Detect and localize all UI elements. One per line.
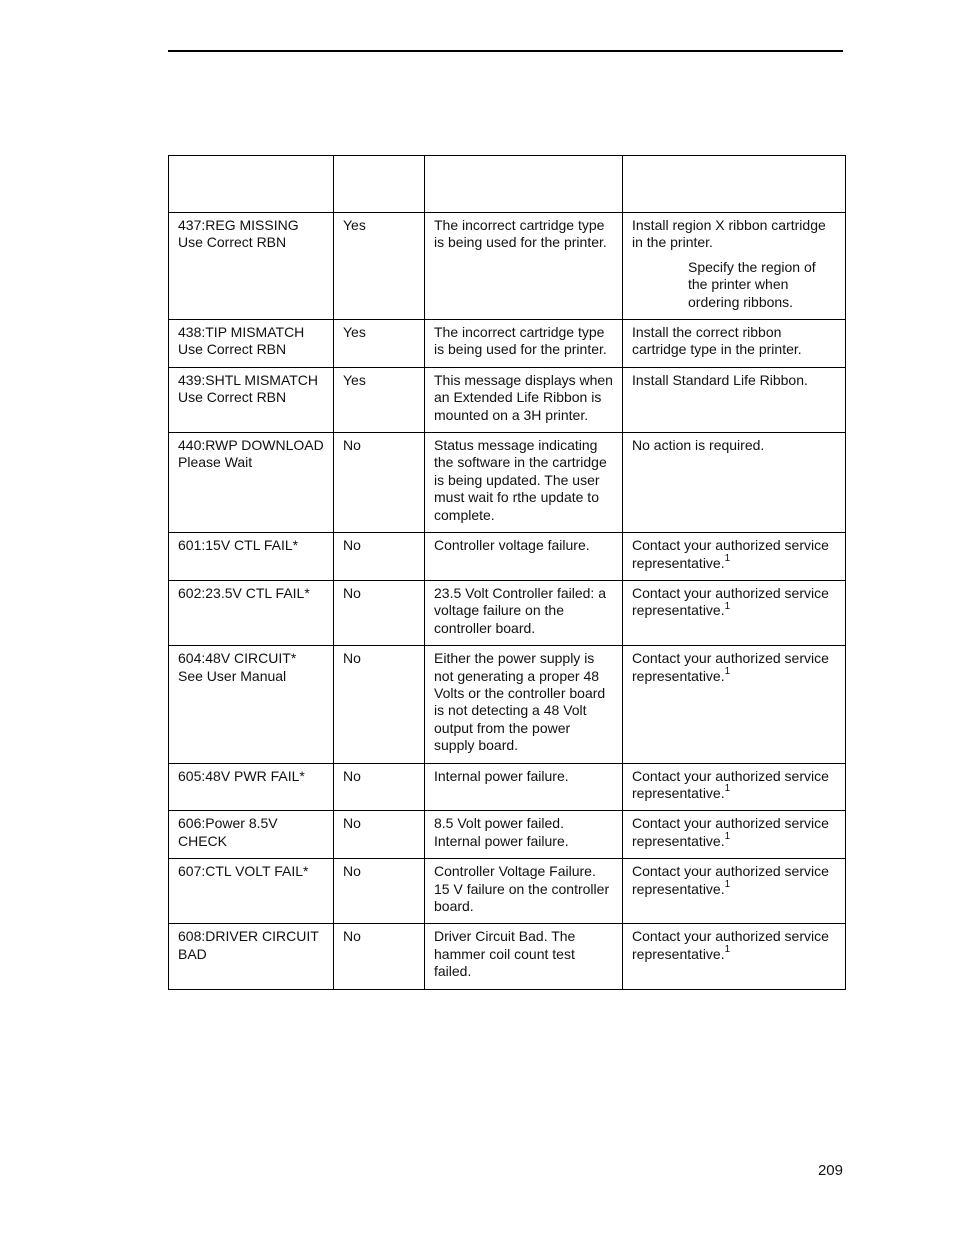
message-line: 601:15V CTL FAIL* xyxy=(178,537,299,554)
table-row xyxy=(169,533,846,581)
solution-text: No action is required. xyxy=(632,437,765,454)
solution-text: Install the correct ribbon cartridge type in the printer. xyxy=(632,324,802,358)
table-row xyxy=(169,213,846,320)
clear-cell: No xyxy=(334,533,425,581)
table-header-row xyxy=(169,156,846,213)
clear-cell: No xyxy=(334,580,425,645)
message-line: BAD xyxy=(178,945,207,962)
header-cell xyxy=(334,156,425,213)
solution-text: Contact your authorized service representative. xyxy=(632,584,829,619)
solution-cell xyxy=(623,433,846,533)
table-row xyxy=(169,811,846,859)
message-cell xyxy=(169,924,334,989)
message-cell xyxy=(169,811,334,859)
error-message-table xyxy=(168,155,846,990)
explanation-cell: Driver Circuit Bad. The hammer coil count test failed. xyxy=(425,924,623,989)
message-line: 605:48V PWR FAIL* xyxy=(178,767,305,784)
message-cell xyxy=(169,580,334,645)
solution-cell xyxy=(623,811,846,859)
explanation-cell: 8.5 Volt power failed. Internal power failure. xyxy=(425,811,623,859)
solution-text: Contact your authorized service representative. xyxy=(632,815,829,849)
footnote-marker: 1 xyxy=(724,831,731,843)
solution-cell xyxy=(623,320,846,368)
message-line: CHECK xyxy=(178,832,228,849)
explanation-cell: Either the power supply is not generating a proper 48 Volts or the controller board is not detecting a 48 Volt output from the power supply board. xyxy=(425,646,623,763)
solution-text: Contact your authorized service representative. xyxy=(632,650,829,684)
message-cell xyxy=(169,367,334,432)
header-cell xyxy=(623,156,846,213)
footnote-marker: 1 xyxy=(724,944,731,956)
footnote-marker: 1 xyxy=(724,600,731,612)
message-line: 604:48V CIRCUIT* xyxy=(178,650,297,667)
solution-cell xyxy=(623,763,846,811)
explanation-cell: Controller voltage failure. xyxy=(425,533,623,581)
explanation-cell: The incorrect cartridge type is being used for the printer. xyxy=(425,213,623,320)
solution-cell xyxy=(623,533,846,581)
header-cell xyxy=(425,156,623,213)
table-row xyxy=(169,924,846,989)
message-line: 606:Power 8.5V xyxy=(178,815,278,832)
table-row xyxy=(169,433,846,533)
message-line: 438:TIP MISMATCH xyxy=(178,324,305,341)
clear-cell: No xyxy=(334,811,425,859)
solution-cell xyxy=(623,213,846,320)
message-line: Please Wait xyxy=(178,454,253,471)
message-line: 440:RWP DOWNLOAD xyxy=(178,437,324,454)
clear-cell: Yes xyxy=(334,213,425,320)
solution-cell xyxy=(623,367,846,432)
header-rule xyxy=(168,50,843,52)
message-cell xyxy=(169,859,334,924)
message-cell xyxy=(169,763,334,811)
page-number: 209 xyxy=(817,1162,843,1179)
solution-cell xyxy=(623,924,846,989)
table-row xyxy=(169,646,846,763)
explanation-cell: The incorrect cartridge type is being used for the printer. xyxy=(425,320,623,368)
message-line: See User Manual xyxy=(178,667,287,684)
table-row xyxy=(169,580,846,645)
message-line: 602:23.5V CTL FAIL* xyxy=(178,584,310,601)
message-cell xyxy=(169,320,334,368)
footnote-marker: 1 xyxy=(724,552,731,564)
solution-text: Contact your authorized service representative. xyxy=(632,928,829,962)
solution-cell xyxy=(623,580,846,645)
message-cell xyxy=(169,533,334,581)
message-line: 439:SHTL MISMATCH xyxy=(178,371,319,388)
message-cell xyxy=(169,433,334,533)
clear-cell: No xyxy=(334,763,425,811)
table-row xyxy=(169,859,846,924)
footnote-marker: 1 xyxy=(724,665,731,677)
message-line: Use Correct RBN xyxy=(178,341,287,358)
message-cell xyxy=(169,213,334,320)
solution-text: Install Standard Life Ribbon. xyxy=(632,371,808,388)
table-row xyxy=(169,763,846,811)
solution-text: Contact your authorized service representative. xyxy=(632,863,829,897)
solution-text: Contact your authorized service representative. xyxy=(632,767,829,801)
message-line: Use Correct RBN xyxy=(178,234,287,251)
message-line: 608:DRIVER CIRCUIT xyxy=(178,928,319,945)
header-cell xyxy=(169,156,334,213)
clear-cell: No xyxy=(334,433,425,533)
table-row xyxy=(169,320,846,368)
explanation-cell: Status message indicating the software in the cartridge is being updated. The user must wait fo rthe update to complete. xyxy=(425,433,623,533)
clear-cell: No xyxy=(334,646,425,763)
clear-cell: No xyxy=(334,859,425,924)
solution-text: Contact your authorized service representative. xyxy=(632,537,829,571)
message-line: 607:CTL VOLT FAIL* xyxy=(178,863,309,880)
solution-text: Install region X ribbon cartridge in the printer. xyxy=(632,217,826,251)
explanation-cell: 23.5 Volt Controller failed: a voltage failure on the controller board. xyxy=(425,580,623,645)
clear-cell: Yes xyxy=(334,367,425,432)
footnote-marker: 1 xyxy=(724,783,731,795)
message-line: Use Correct RBN xyxy=(178,389,287,406)
explanation-cell: Internal power failure. xyxy=(425,763,623,811)
clear-cell: Yes xyxy=(334,320,425,368)
clear-cell: No xyxy=(334,924,425,989)
message-line: 437:REG MISSING xyxy=(178,217,299,233)
explanation-cell: This message displays when an Extended Life Ribbon is mounted on a 3H printer. xyxy=(425,367,623,432)
solution-cell xyxy=(623,859,846,924)
message-cell xyxy=(169,646,334,763)
explanation-cell: Controller Voltage Failure. 15 V failure on the controller board. xyxy=(425,859,623,924)
footnote-marker: 1 xyxy=(724,878,731,890)
solution-cell xyxy=(623,646,846,763)
solution-note: Specify the region of the printer when ordering ribbons. xyxy=(688,258,816,310)
table-row xyxy=(169,367,846,432)
